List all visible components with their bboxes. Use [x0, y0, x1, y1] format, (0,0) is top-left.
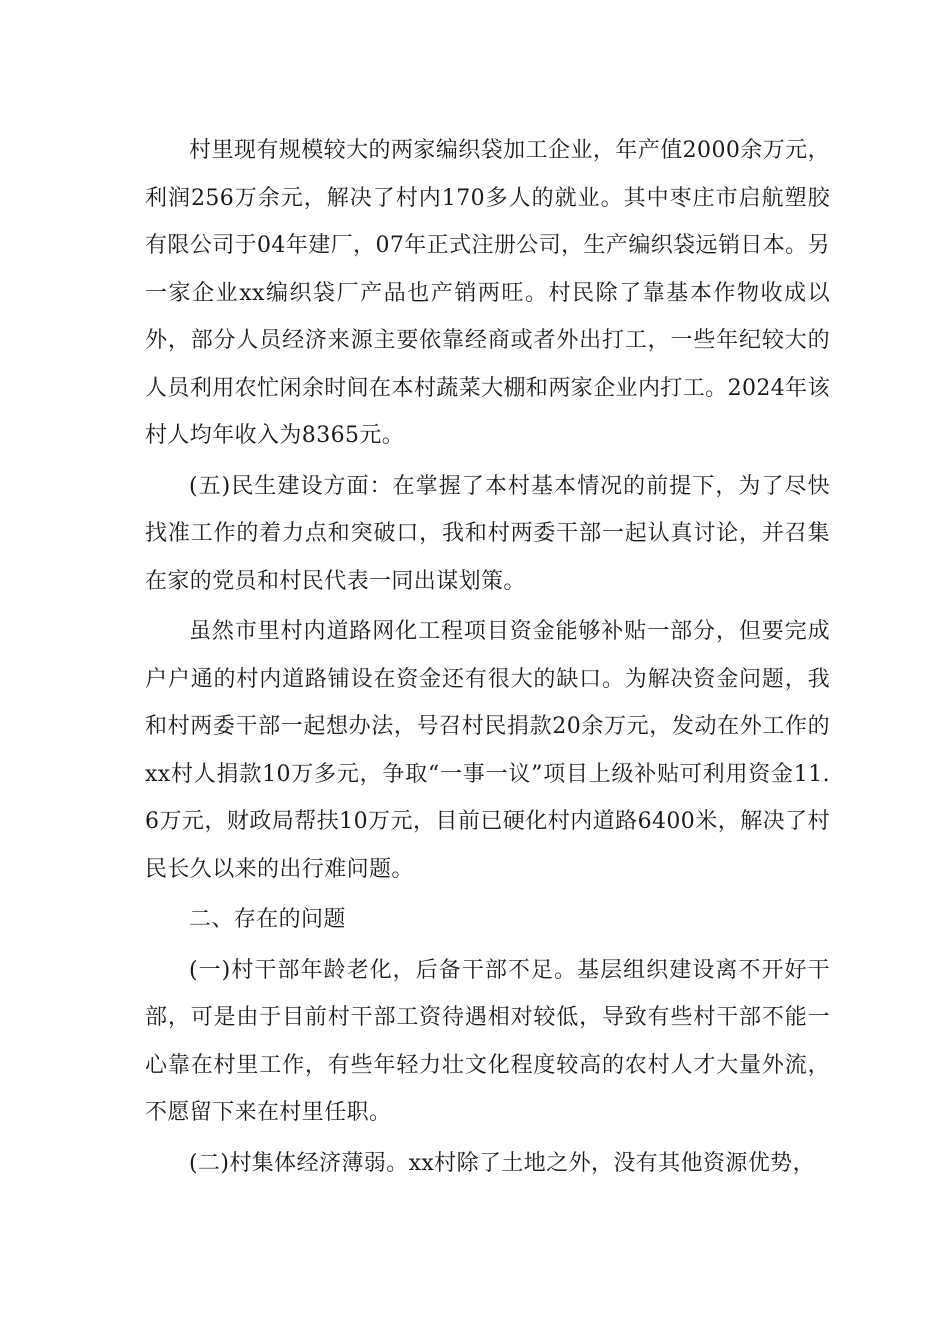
paragraph-issue-economy: (二)村集体经济薄弱。xx村除了土地之外，没有其他资源优势，	[189, 1150, 815, 1176]
document-body	[145, 127, 830, 1190]
paragraph-livelihood-construction: (五)民生建设方面：在掌握了本村基本情况的前提下，为了尽快找准工作的着力点和突破口，我和村两委干部一起认真讨论，并召集在家的党员和村民代表一同出谋划策。	[145, 473, 830, 594]
paragraph-road-funding: 虽然市里村内道路网化工程项目资金能够补贴一部分，但要完成户户通的村内道路铺设在资金还有很大的缺口。为解决资金问题，我和村两委干部一起想办法，号召村民捐款20余万元，发动在外工作的xx村人捐款10万多元，争取“一事一议”项目上级补贴可利用资金11.6万元，财政局帮扶10万元，目前已硬化村内道路6400米，解决了村民长久以来的出行难问题。	[145, 619, 830, 882]
paragraph-issue-cadres: (一)村干部年龄老化，后备干部不足。基层组织建设离不开好干部，可是由于目前村干部工资待遇相对较低，导致有些村干部不能一心靠在村里工作，有些年轻力壮文化程度较高的农村人才大量外流，不愿留下来在村里任职。	[145, 957, 830, 1125]
paragraph-enterprise-income: 村里现有规模较大的两家编织袋加工企业，年产值2000余万元，利润256万余元，解决了村内170多人的就业。其中枣庄市启航塑胶有限公司于04年建厂，07年正式注册公司，生产编织袋远销日本。另一家企业xx编织袋厂产品也产销两旺。村民除了靠基本作物收成以外，部分人员经济来源主要依靠经商或者外出打工，一些年纪较大的人员利用农忙闲余时间在本村蔬菜大棚和两家企业内打工。2024年该村人均年收入为8365元。	[145, 138, 830, 448]
section-heading-problems: 二、存在的问题	[189, 907, 346, 932]
